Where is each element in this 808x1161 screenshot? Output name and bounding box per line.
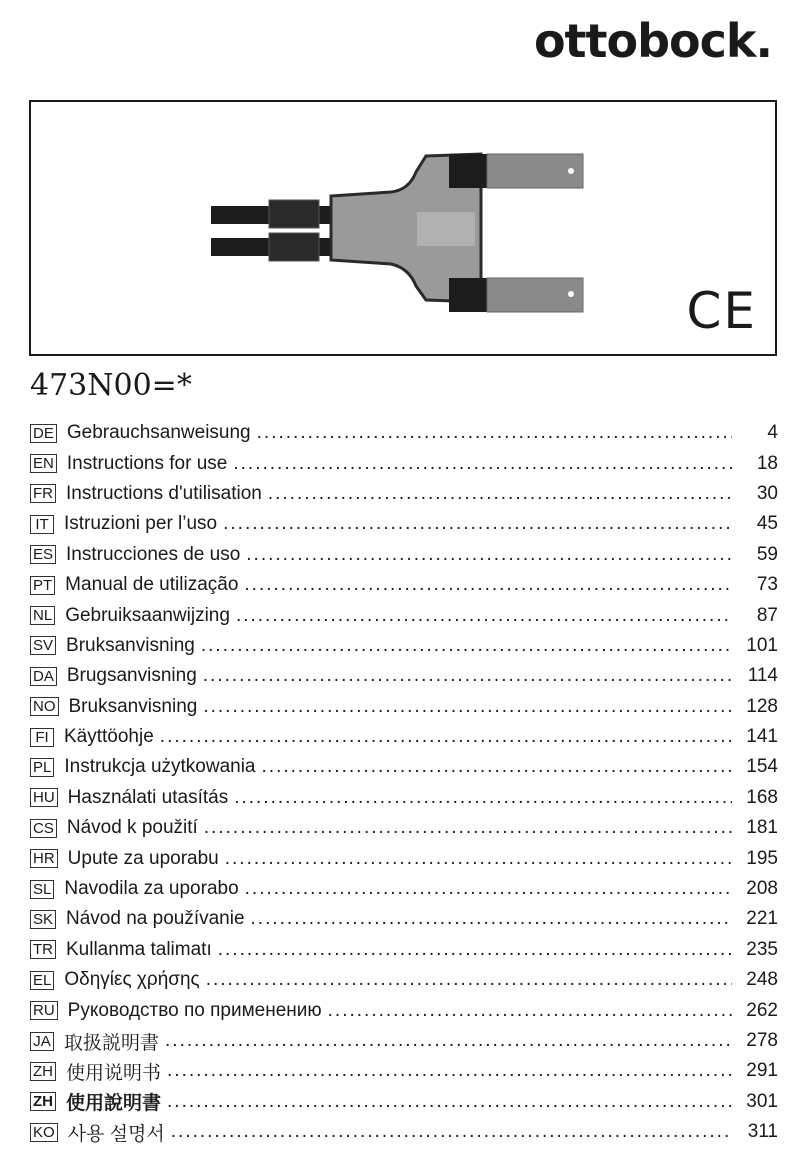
toc-row[interactable] xyxy=(30,540,778,570)
toc-title[interactable]: Kullanma talimatı xyxy=(66,938,212,960)
toc-row[interactable] xyxy=(30,813,778,843)
toc-title[interactable]: Navodila za uporabo xyxy=(64,878,239,900)
toc-row[interactable] xyxy=(30,1026,778,1056)
language-code-badge: HR xyxy=(30,849,58,868)
toc-page-number: 45 xyxy=(756,513,778,535)
toc-page-number: 154 xyxy=(746,756,778,778)
toc-page-number: 208 xyxy=(746,878,778,900)
product-illustration xyxy=(31,102,775,354)
leader-dots xyxy=(234,787,732,809)
toc-title[interactable]: Instrucciones de uso xyxy=(66,543,241,565)
toc-page-number: 262 xyxy=(746,999,778,1021)
leader-dots xyxy=(225,848,732,870)
toc-page-number: 101 xyxy=(746,634,778,656)
toc-title[interactable]: Instructions d'utilisation xyxy=(66,482,262,504)
toc-page-number: 87 xyxy=(756,604,778,626)
leader-dots xyxy=(246,544,732,566)
language-code-badge: EL xyxy=(30,971,54,990)
toc-row[interactable] xyxy=(30,448,778,478)
toc-title[interactable]: Käyttöohje xyxy=(64,726,154,748)
toc-title[interactable]: Instructions for use xyxy=(66,452,228,474)
leader-dots xyxy=(268,483,732,505)
language-code-badge: HU xyxy=(30,788,58,807)
toc-row[interactable] xyxy=(30,661,778,691)
toc-page-number: 18 xyxy=(756,452,778,474)
toc-page-number: 168 xyxy=(746,786,778,808)
toc-page-number: 195 xyxy=(746,847,778,869)
toc-title[interactable]: 사용 설명서 xyxy=(67,1123,165,1145)
language-code-badge: NO xyxy=(30,697,59,716)
language-code-badge: FI xyxy=(30,728,54,747)
leader-dots xyxy=(167,1060,732,1082)
leader-dots xyxy=(203,696,732,718)
center-panel xyxy=(417,212,475,246)
language-code-badge: CS xyxy=(30,819,57,838)
language-code-badge: SK xyxy=(30,910,56,929)
toc-title[interactable]: Használati utasítás xyxy=(67,786,229,808)
eyelet-top xyxy=(568,168,574,174)
language-code-badge: NL xyxy=(30,606,55,625)
toc-title[interactable]: Istruzioni per l’uso xyxy=(64,513,218,535)
toc-row[interactable] xyxy=(30,874,778,904)
language-code-badge: PL xyxy=(30,758,54,777)
tab-top xyxy=(449,154,487,188)
toc-row[interactable] xyxy=(30,783,778,813)
language-code-badge: PT xyxy=(30,576,55,595)
language-code-badge: RU xyxy=(30,1001,58,1020)
toc-page-number: 114 xyxy=(747,665,778,687)
toc-page-number: 141 xyxy=(746,726,778,748)
buckle-lower xyxy=(269,233,319,261)
leader-dots xyxy=(244,574,732,596)
toc-title[interactable]: Instrukcja użytkowania xyxy=(64,756,256,778)
toc-page-number: 59 xyxy=(756,543,778,565)
leader-dots xyxy=(165,1030,732,1052)
buckle-upper xyxy=(269,200,319,228)
leader-dots xyxy=(204,817,732,839)
toc-page-number: 248 xyxy=(746,969,778,991)
toc-title[interactable]: 使用说明书 xyxy=(66,1062,162,1084)
toc-row[interactable] xyxy=(30,904,778,934)
leader-dots xyxy=(233,453,732,475)
toc-page-number: 278 xyxy=(746,1030,778,1051)
toc-row[interactable] xyxy=(30,1056,778,1086)
leader-dots xyxy=(328,1000,732,1022)
toc-row[interactable] xyxy=(30,843,778,873)
language-code-badge: FR xyxy=(30,484,56,503)
language-code-badge: SL xyxy=(30,880,54,899)
leader-dots xyxy=(160,726,732,748)
toc-title[interactable]: Návod k použití xyxy=(66,817,198,839)
toc-row[interactable] xyxy=(30,1117,778,1147)
table-of-contents xyxy=(30,418,778,1147)
language-code-badge: IT xyxy=(30,515,54,534)
language-code-badge: ZH xyxy=(30,1062,56,1081)
leader-dots xyxy=(167,1091,732,1113)
toc-row[interactable] xyxy=(30,752,778,782)
toc-row[interactable] xyxy=(30,722,778,752)
language-code-badge: TR xyxy=(30,940,56,959)
ottobock-logo: ottobock. xyxy=(533,14,772,68)
toc-row[interactable] xyxy=(30,418,778,448)
toc-row[interactable] xyxy=(30,570,778,600)
leader-dots xyxy=(171,1121,732,1143)
leader-dots xyxy=(245,878,732,900)
language-code-badge: ES xyxy=(30,545,56,564)
toc-page-number: 30 xyxy=(756,482,778,504)
leader-dots xyxy=(203,665,732,687)
leader-dots xyxy=(236,605,732,627)
leader-dots xyxy=(257,422,732,444)
toc-title[interactable]: Gebrauchsanweisung xyxy=(66,422,251,444)
toc-row[interactable] xyxy=(30,935,778,965)
toc-row[interactable] xyxy=(30,965,778,995)
toc-title[interactable]: Manual de utilização xyxy=(65,574,239,596)
language-code-badge: ZH xyxy=(30,1092,56,1111)
toc-row[interactable] xyxy=(30,995,778,1025)
tab-bottom xyxy=(449,278,487,312)
toc-title[interactable]: Návod na používanie xyxy=(66,908,245,930)
article-number: 473N00=* xyxy=(30,368,192,403)
toc-page-number: 311 xyxy=(747,1121,778,1143)
toc-page-number: 73 xyxy=(756,574,778,596)
leader-dots xyxy=(206,969,732,991)
toc-row[interactable] xyxy=(30,1087,778,1117)
toc-row[interactable] xyxy=(30,509,778,539)
product-image-frame xyxy=(29,100,777,356)
toc-page-number: 291 xyxy=(746,1060,778,1082)
toc-row[interactable] xyxy=(30,600,778,630)
toc-page-number: 4 xyxy=(767,422,778,444)
toc-row[interactable] xyxy=(30,631,778,661)
toc-title[interactable]: Bruksanvisning xyxy=(68,695,198,717)
toc-page-number: 128 xyxy=(746,695,778,717)
eyelet-bottom xyxy=(568,291,574,297)
toc-row[interactable] xyxy=(30,479,778,509)
toc-page-number: 301 xyxy=(746,1090,778,1112)
toc-row[interactable] xyxy=(30,692,778,722)
language-code-badge: JA xyxy=(30,1032,54,1051)
language-code-badge: KO xyxy=(30,1123,58,1142)
toc-title[interactable]: Bruksanvisning xyxy=(66,634,195,656)
leader-dots xyxy=(223,513,732,535)
leader-dots xyxy=(218,939,732,961)
language-code-badge: DA xyxy=(30,667,57,686)
ce-mark: CE xyxy=(686,282,757,340)
language-code-badge: SV xyxy=(30,636,56,655)
toc-title[interactable]: 取扱説明書 xyxy=(64,1032,160,1054)
language-code-badge: DE xyxy=(30,424,57,443)
toc-title[interactable]: Οδηγίες χρήσης xyxy=(64,969,200,991)
leader-dots xyxy=(201,635,732,657)
toc-title[interactable]: Руководство по применению xyxy=(67,999,322,1021)
toc-page-number: 221 xyxy=(746,908,778,930)
leader-dots xyxy=(262,756,732,778)
toc-title[interactable]: Brugsanvisning xyxy=(66,665,197,687)
toc-page-number: 181 xyxy=(746,817,778,839)
toc-title[interactable]: Upute za uporabu xyxy=(67,847,219,869)
language-code-badge: EN xyxy=(30,454,57,473)
toc-title[interactable]: 使用說明書 xyxy=(66,1093,162,1115)
leader-dots xyxy=(251,908,732,930)
toc-page-number: 235 xyxy=(746,938,778,960)
toc-title[interactable]: Gebruiksaanwijzing xyxy=(65,604,230,626)
